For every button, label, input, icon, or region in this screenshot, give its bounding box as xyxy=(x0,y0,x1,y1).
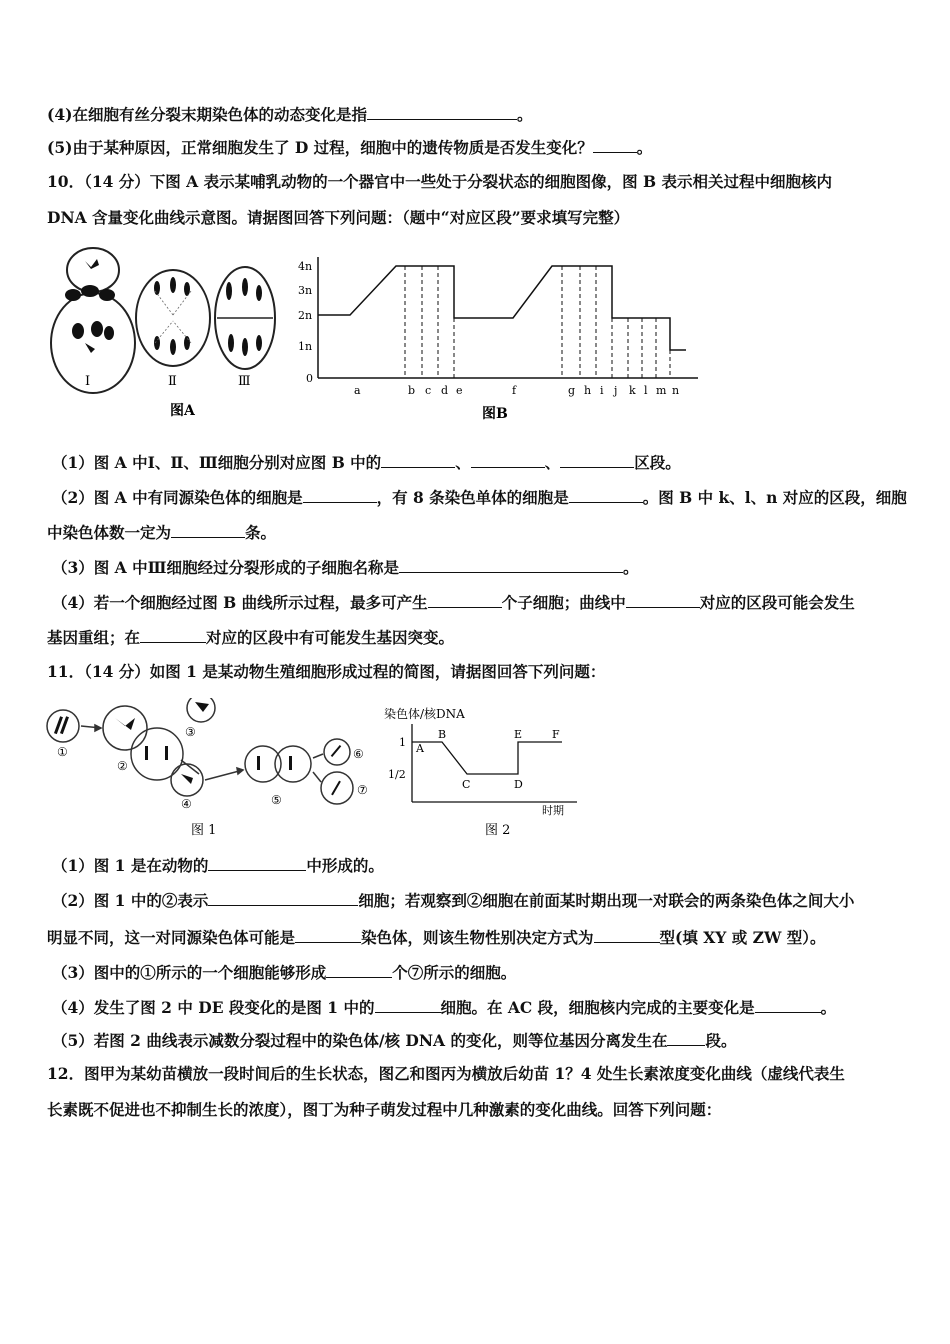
answer-blank[interactable] xyxy=(594,927,660,943)
answer-blank[interactable] xyxy=(428,592,502,608)
x-label: d xyxy=(441,384,449,397)
cell-label-I: Ⅰ xyxy=(85,374,91,389)
figure-b-chart xyxy=(290,252,710,430)
answer-blank[interactable] xyxy=(171,522,245,538)
figure-a-caption: 图A xyxy=(170,403,195,419)
q12-stem: 12．图甲为某幼苗横放一段时间后的生长状态，图乙和图丙为横放后幼苗 1？4 处生长素浓度变化曲线（虚线代表生 xyxy=(47,1064,845,1083)
cell-label: ③ xyxy=(185,725,196,739)
point-label: F xyxy=(552,728,560,741)
x-label: l xyxy=(644,384,648,397)
point-label: E xyxy=(514,728,523,741)
q9-part4: (4)在细胞有丝分裂末期染色体的动态变化是指 。 xyxy=(47,105,533,124)
figure-2-chart xyxy=(372,702,587,840)
q10-part4-cont: 基因重组；在 对应的区段中有可能发生基因突变。 xyxy=(47,628,455,647)
x-label: n xyxy=(672,384,680,397)
q11-part1: （1）图 1 是在动物的 中形成的。 xyxy=(52,856,384,875)
q10-part4: （4）若一个细胞经过图 B 曲线所示过程，最多可产生 个子细胞；曲线中 对应的区段可能会发生 xyxy=(52,593,855,612)
q10-stem-2: DNA 含量变化曲线示意图。请据图回答下列问题：（题中“对应区段”要求填写完整） xyxy=(47,208,630,227)
x-label: e xyxy=(456,384,463,397)
cell-label-III: Ⅲ xyxy=(238,374,251,389)
q12-stem-2: 长素既不促进也不抑制生长的浓度），图丁为种子萌发过程中几种激素的变化曲线。回答下列问题： xyxy=(47,1100,722,1119)
y-tick: 3n xyxy=(298,284,313,297)
x-label: g xyxy=(568,384,576,397)
y-tick: 1 xyxy=(399,736,406,749)
answer-blank[interactable] xyxy=(375,997,441,1013)
y-tick: 2n xyxy=(298,309,313,322)
x-label: c xyxy=(425,384,432,397)
point-label: B xyxy=(438,728,447,741)
y-axis-label: 染色体/核DNA xyxy=(384,707,465,721)
q11-part2-cont: 明显不同，这一对同源染色体可能是 染色体，则该生物性别决定方式为 型(填 XY 或 ZW 型）。 xyxy=(47,928,826,947)
x-label: m xyxy=(656,384,667,397)
y-tick: 4n xyxy=(298,260,313,273)
y-tick: 1/2 xyxy=(388,768,406,781)
answer-blank[interactable] xyxy=(667,1030,705,1046)
point-label: A xyxy=(416,742,424,755)
answer-blank[interactable] xyxy=(399,557,623,573)
q9-part5: (5)由于某种原因，正常细胞发生了 D 过程，细胞中的遗传物质是否发生变化？ 。 xyxy=(47,138,653,157)
x-axis-label: 时期 xyxy=(542,804,564,817)
answer-blank[interactable] xyxy=(295,927,361,943)
ratio-curve xyxy=(412,742,562,774)
y-tick: 0 xyxy=(306,372,313,385)
x-label: a xyxy=(354,384,361,397)
cell-label: ⑤ xyxy=(271,793,282,807)
q11-part3: （3）图中的①所示的一个细胞能够形成 个⑦所示的细胞。 xyxy=(52,963,517,982)
q10-part2: （2）图 A 中有同源染色体的细胞是 ，有 8 条染色单体的细胞是 。图 B 中 k、l、n 对应的区段，细胞 xyxy=(52,488,907,507)
answer-blank[interactable] xyxy=(755,997,821,1013)
figure-1 xyxy=(45,698,385,840)
x-label: b xyxy=(408,384,416,397)
x-label: i xyxy=(600,384,604,397)
answer-blank[interactable] xyxy=(208,890,358,906)
q11-part4: （4）发生了图 2 中 DE 段变化的是图 1 中的 细胞。在 AC 段，细胞核内完成的主要变化是 。 xyxy=(52,998,837,1017)
cell-label: ⑦ xyxy=(357,783,368,797)
figure-2-caption: 图 2 xyxy=(485,823,511,838)
answer-blank[interactable] xyxy=(626,592,700,608)
answer-blank[interactable] xyxy=(569,487,643,503)
answer-blank[interactable] xyxy=(326,962,392,978)
cell-label: ④ xyxy=(181,797,192,811)
answer-blank[interactable] xyxy=(367,104,517,120)
figure-a xyxy=(45,243,285,428)
cell-label: ① xyxy=(57,745,68,759)
x-label: h xyxy=(584,384,592,397)
q11-part5: （5）若图 2 曲线表示减数分裂过程中的染色体/核 DNA 的变化，则等位基因分离发生在 段。 xyxy=(52,1031,737,1050)
point-label: D xyxy=(514,778,523,791)
answer-blank[interactable] xyxy=(471,452,545,468)
point-label: C xyxy=(462,778,471,791)
q10-part1: （1）图 A 中Ⅰ、Ⅱ、Ⅲ细胞分别对应图 B 中的 、 、 区段。 xyxy=(52,453,681,472)
cell-label-II: Ⅱ xyxy=(168,374,177,389)
answer-blank[interactable] xyxy=(140,627,206,643)
cell-I xyxy=(51,293,135,393)
answer-blank[interactable] xyxy=(381,452,455,468)
answer-blank[interactable] xyxy=(593,137,637,153)
answer-blank[interactable] xyxy=(208,855,306,871)
y-tick: 1n xyxy=(298,340,313,353)
q10-stem: 10．（14 分）下图 A 表示某哺乳动物的一个器官中一些处于分裂状态的细胞图像，图 B 表示相关过程中细胞核内 xyxy=(47,172,833,191)
cell-label: ② xyxy=(117,759,128,773)
figure-b-caption: 图B xyxy=(482,406,508,422)
q11-part2: （2）图 1 中的②表示 细胞；若观察到②细胞在前面某时期出现一对联会的两条染色体之间大小 xyxy=(52,891,855,910)
q10-part3: （3）图 A 中Ⅲ细胞经过分裂形成的子细胞名称是 。 xyxy=(52,558,639,577)
figure-1-caption: 图 1 xyxy=(191,823,217,838)
q10-part2-cont: 中染色体数一定为 条。 xyxy=(47,523,277,542)
x-label: k xyxy=(629,384,636,397)
dna-curve xyxy=(318,266,686,350)
x-label: f xyxy=(512,384,517,397)
x-label: j xyxy=(614,384,618,397)
cell-label: ⑥ xyxy=(353,747,364,761)
answer-blank[interactable] xyxy=(560,452,634,468)
answer-blank[interactable] xyxy=(303,487,377,503)
q11-stem: 11．（14 分）如图 1 是某动物生殖细胞形成过程的简图，请据图回答下列问题： xyxy=(47,662,606,681)
